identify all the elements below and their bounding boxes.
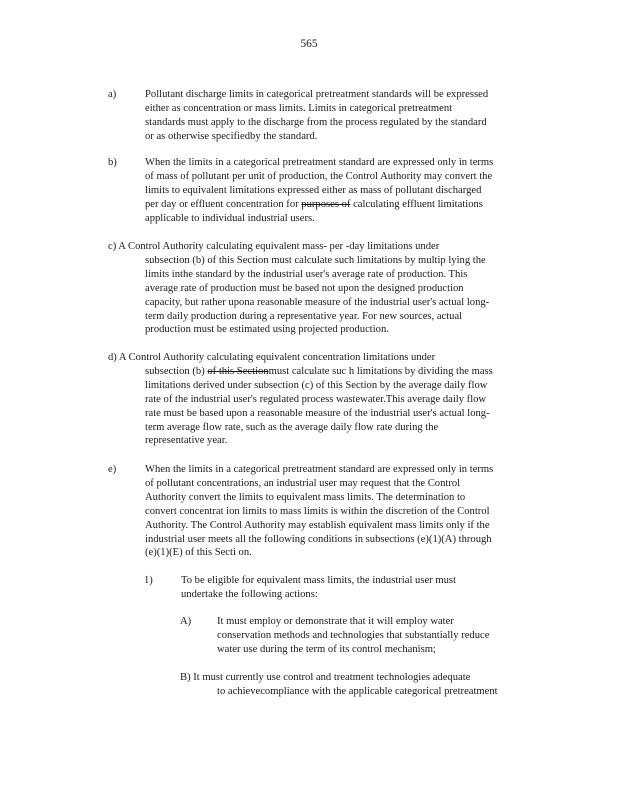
struck-text: of this Section — [207, 365, 269, 377]
text-line: capacity, but rather upona reasonable measure of the industrial user's actual long- — [145, 296, 490, 308]
text-line — [145, 198, 493, 212]
text-line: limits to equivalent limitations expressed either as mass of pollutant discharged — [145, 184, 482, 196]
text-line: representative year. — [145, 435, 228, 447]
paragraph-d — [108, 351, 493, 448]
text-line: to achievecompliance with the applicable categorical pretreatment — [217, 685, 498, 697]
text-line: either as concentration or mass limits. Limits in categorical pretreatment — [145, 102, 453, 114]
text-line: d) A Control Authority calculating equivalent concentration limitations under — [108, 352, 436, 363]
text-line: When the limits in a categorical pretreatment standard are expressed only in terms — [145, 157, 494, 168]
text-segment: must calculate suc h limitations by dividing the mass — [268, 365, 493, 377]
page-number: 565 — [300, 38, 318, 50]
text-line: conservation methods and technologies that substantially reduce — [217, 629, 490, 641]
paragraph-e-1 — [144, 574, 456, 602]
paragraph-c — [108, 240, 489, 337]
text-line: undertake the following actions: — [181, 588, 318, 600]
paragraph-e — [108, 463, 493, 560]
paragraph-b — [108, 156, 493, 226]
text-line: industrial user meets all the following conditions in subsections (e)(1)(A) through — [145, 533, 492, 545]
text-line: It must employ or demonstrate that it will employ water — [217, 616, 454, 627]
text-line: water use during the term of its control mechanism; — [217, 643, 436, 655]
text-line: term average flow rate, such as the average daily flow rate during the — [145, 421, 439, 433]
text-line: subsection (b) of this Section must calculate such limitations by multip lying the — [145, 254, 486, 266]
paragraph-marker: A) — [180, 616, 192, 627]
text-line: or as otherwise specifiedby the standard. — [145, 130, 318, 142]
text-segment: subsection (b) — [145, 365, 208, 377]
text-line: Pollutant discharge limits in categorical pretreatment standards will be expressed — [145, 89, 489, 100]
text-line: rate must be based upon a reasonable measure of the industrial user's actual long- — [145, 407, 490, 419]
struck-text: purposes of — [301, 198, 351, 210]
text-line: applicable to individual industrial users. — [145, 212, 315, 224]
text-line: When the limits in a categorical pretreatment standard are expressed only in terms — [145, 464, 494, 475]
paragraph-e-1-B — [180, 671, 498, 699]
paragraph-a — [108, 88, 488, 144]
text-line: Authority convert the limits to equivalent mass limits. The determination to — [145, 491, 466, 503]
text-segment: calculating effluent limitations — [350, 198, 483, 210]
text-line: of mass of pollutant per unit of production, the Control Authority may convert the — [145, 170, 493, 182]
paragraph-marker: e) — [108, 464, 117, 475]
text-line: standards must apply to the discharge from the process regulated by the standard — [145, 116, 487, 128]
paragraph-e-1-A — [180, 615, 489, 657]
paragraph-marker: b) — [108, 157, 117, 168]
text-line: rate of the industrial user's regulated process wastewater.This average daily flow — [145, 393, 487, 405]
text-line: c) A Control Authority calculating equivalent mass- per -day limitations under — [108, 241, 440, 252]
text-line — [145, 365, 493, 379]
text-line: B) It must currently use control and treatment technologies adequate — [180, 672, 471, 683]
text-line: of pollutant concentrations, an industrial user may request that the Control — [145, 477, 461, 489]
text-segment: per day or effluent concentration for — [145, 198, 302, 210]
text-line: average rate of production must be based not upon the designed production — [145, 282, 464, 294]
text-line: Authority. The Control Authority may establish equivalent mass limits only if the — [145, 519, 490, 531]
paragraph-marker: 1) — [144, 575, 153, 586]
text-line: term daily production during a representative year. For new sources, actual — [145, 310, 463, 322]
text-line: production must be estimated using projected production. — [145, 324, 389, 336]
text-line: To be eligible for equivalent mass limits, the industrial user must — [181, 575, 456, 586]
text-line: convert concentrat ion limits to mass limits is within the discretion of the Control — [145, 505, 490, 517]
paragraph-marker: a) — [108, 89, 117, 100]
text-line: limits inthe standard by the industrial user's average rate of production. This — [145, 268, 468, 280]
text-line: limitations derived under subsection (c) of this Section by the average daily flow — [145, 379, 488, 391]
text-line: (e)(1)(E) of this Secti on. — [145, 547, 252, 559]
